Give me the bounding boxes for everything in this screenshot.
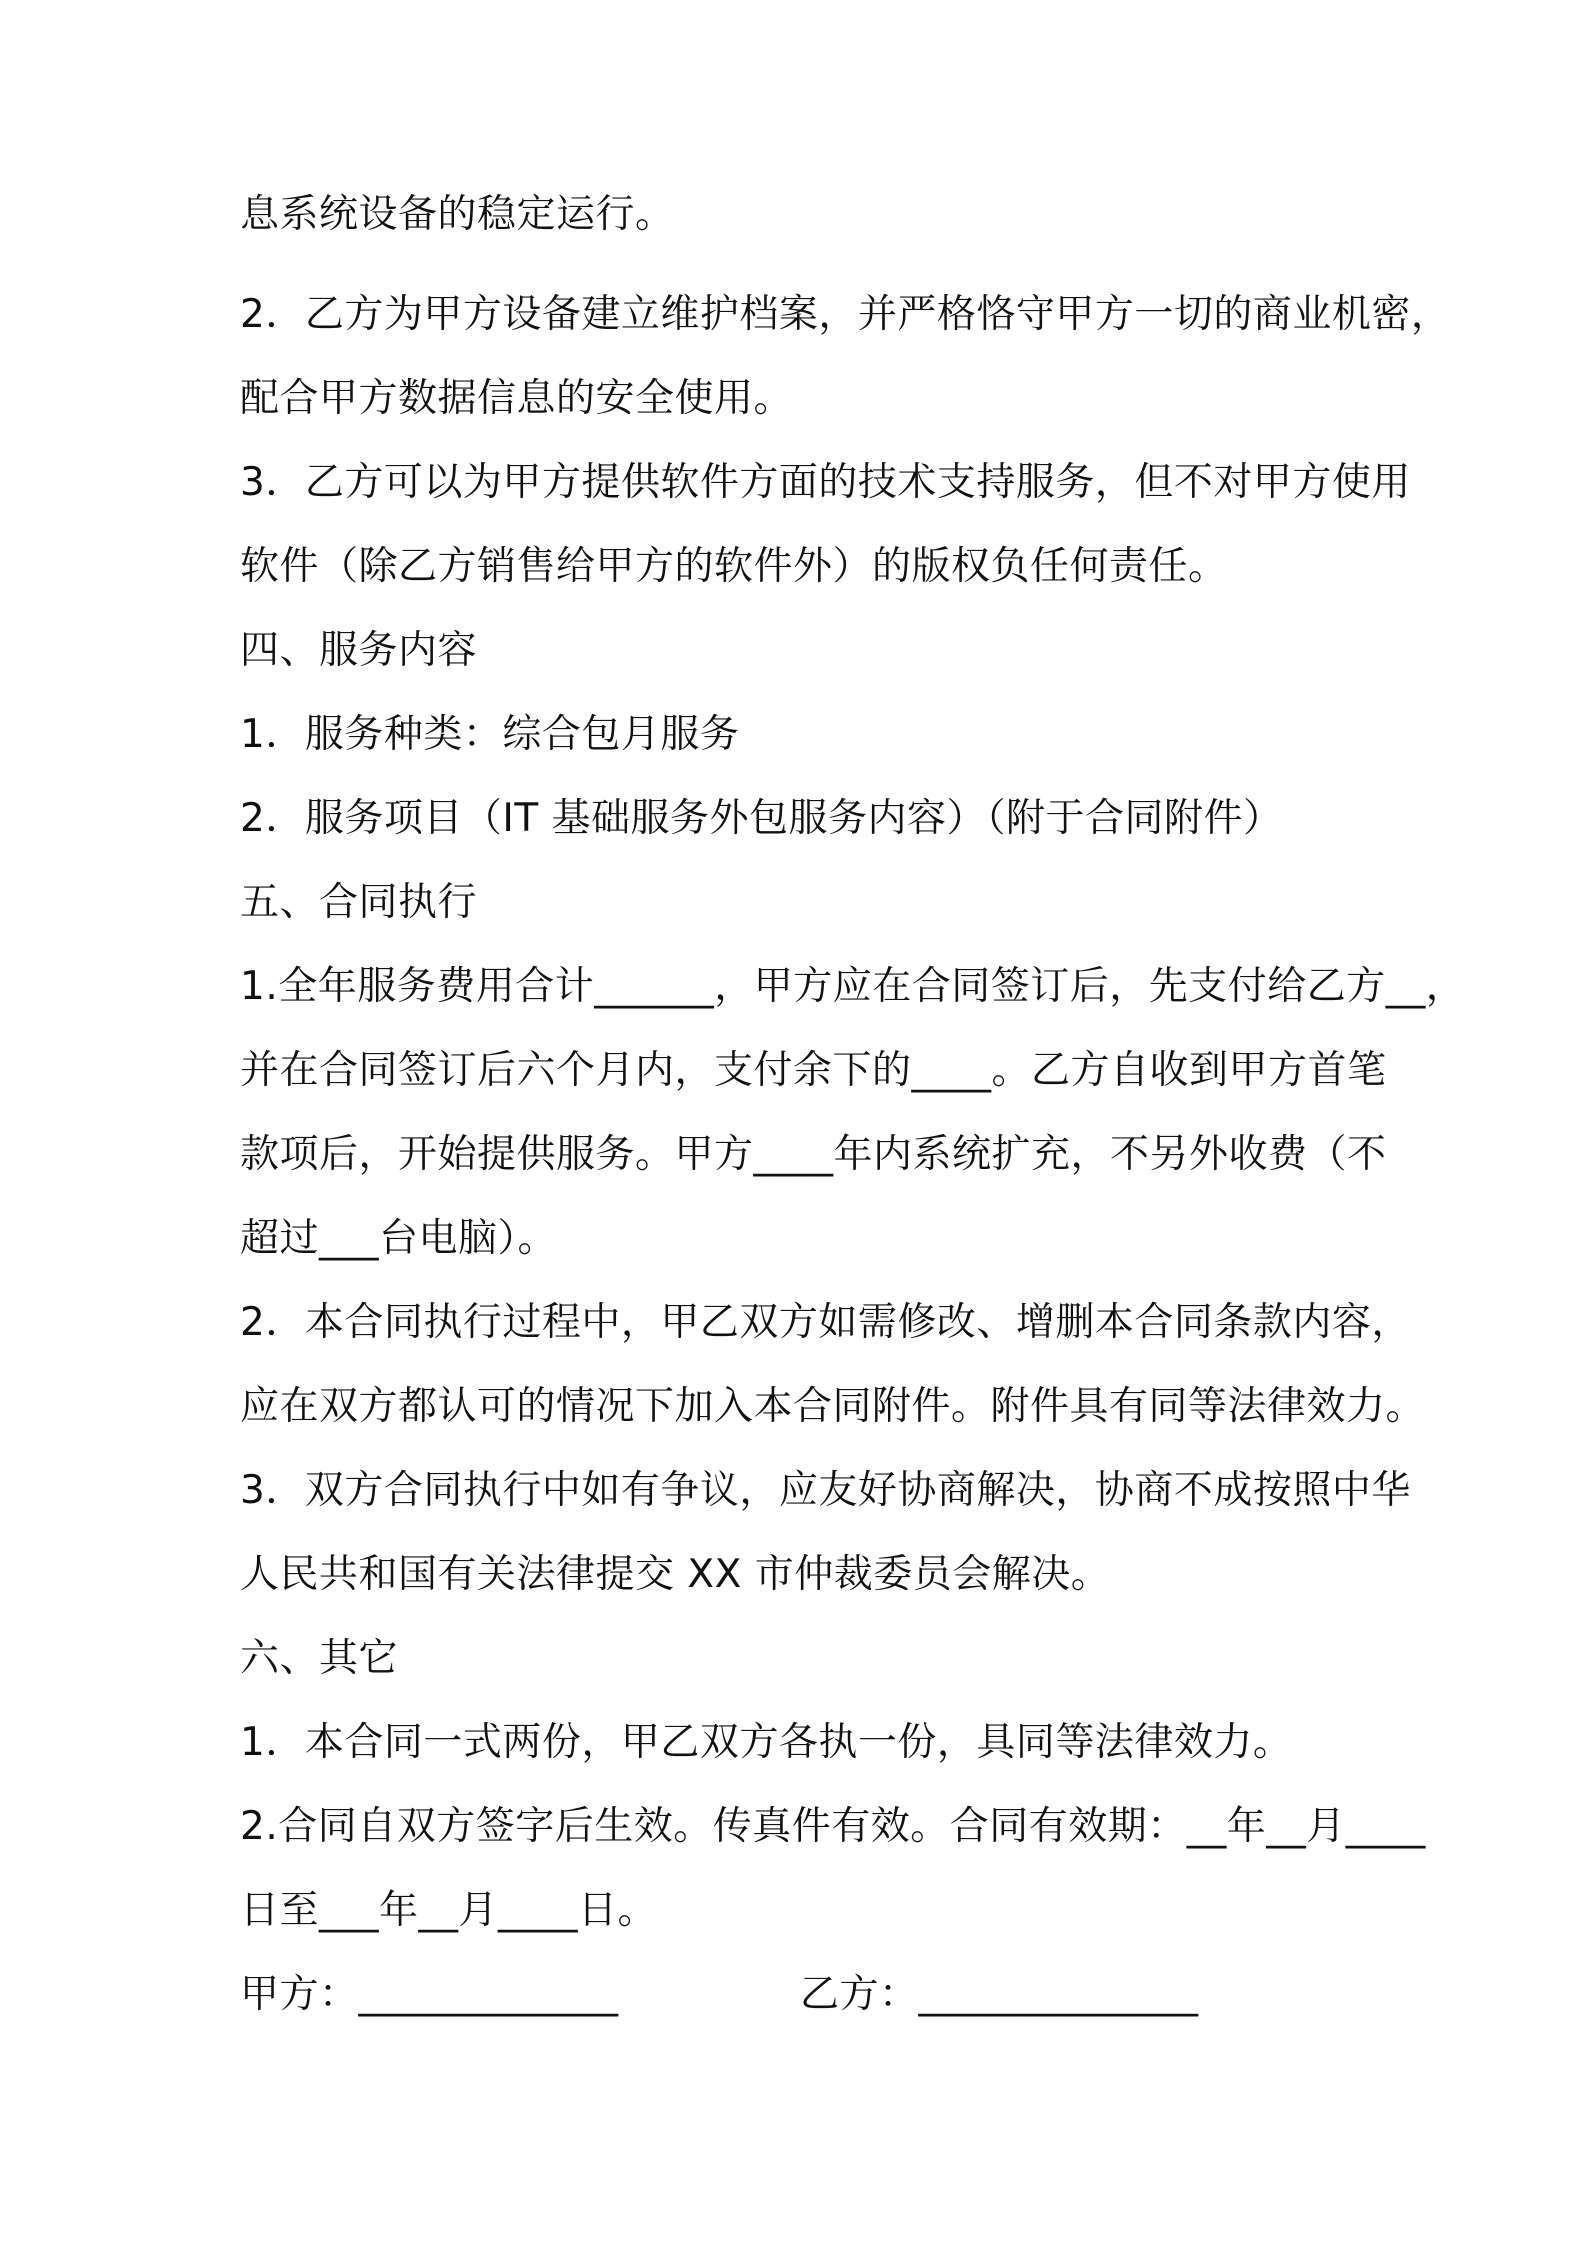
clause-3-3: 3．乙方可以为甲方提供软件方面的技术支持服务，但不对甲方使用 <box>240 460 1411 505</box>
clause-5-1-continuation: 款项后，开始提供服务。甲方____年内系统扩充，不另外收费（不 <box>240 1132 1387 1177</box>
clause-6-2-continuation: 日至___年__月____日。 <box>240 1888 658 1933</box>
signature-party-a: 甲方：_____________ <box>240 1972 619 2017</box>
clause-5-3-continuation: 人民共和国有关法律提交 XX 市仲裁委员会解决。 <box>240 1552 1111 1597</box>
clause-5-1: 1.全年服务费用合计______，甲方应在合同签订后，先支付给乙方__， <box>240 964 1466 1009</box>
clause-6-2: 2.合同自双方签字后生效。传真件有效。合同有效期：__年__月____ <box>240 1804 1426 1849</box>
signature-party-b: 乙方：______________ <box>800 1972 1199 2017</box>
paragraph-continuation: 息系统设备的稳定运行。 <box>240 192 675 237</box>
clause-5-2-continuation: 应在双方都认可的情况下加入本合同附件。附件具有同等法律效力。 <box>240 1384 1426 1429</box>
clause-6-1: 1．本合同一式两份，甲乙双方各执一份，具同等法律效力。 <box>240 1720 1293 1765</box>
section-heading-5: 五、合同执行 <box>240 880 478 925</box>
clause-5-1-continuation: 超过___台电脑）。 <box>240 1216 558 1261</box>
clause-5-1-continuation: 并在合同签订后六个月内，支付余下的____。乙方自收到甲方首笔 <box>240 1048 1387 1093</box>
clause-5-2: 2．本合同执行过程中，甲乙双方如需修改、增删本合同条款内容， <box>240 1300 1411 1345</box>
clause-4-1: 1．服务种类：综合包月服务 <box>240 712 740 757</box>
clause-3-2-continuation: 配合甲方数据信息的安全使用。 <box>240 376 794 421</box>
section-heading-6: 六、其它 <box>240 1636 399 1681</box>
section-heading-4: 四、服务内容 <box>240 628 478 673</box>
clause-4-2: 2．服务项目（IT 基础服务外包服务内容）（附于合同附件） <box>240 796 1283 841</box>
clause-3-3-continuation: 软件（除乙方销售给甲方的软件外）的版权负任何责任。 <box>240 544 1228 589</box>
clause-3-2: 2．乙方为甲方设备建立维护档案，并严格恪守甲方一切的商业机密， <box>240 292 1451 337</box>
clause-5-3: 3．双方合同执行中如有争议，应友好协商解决，协商不成按照中华 <box>240 1468 1411 1513</box>
